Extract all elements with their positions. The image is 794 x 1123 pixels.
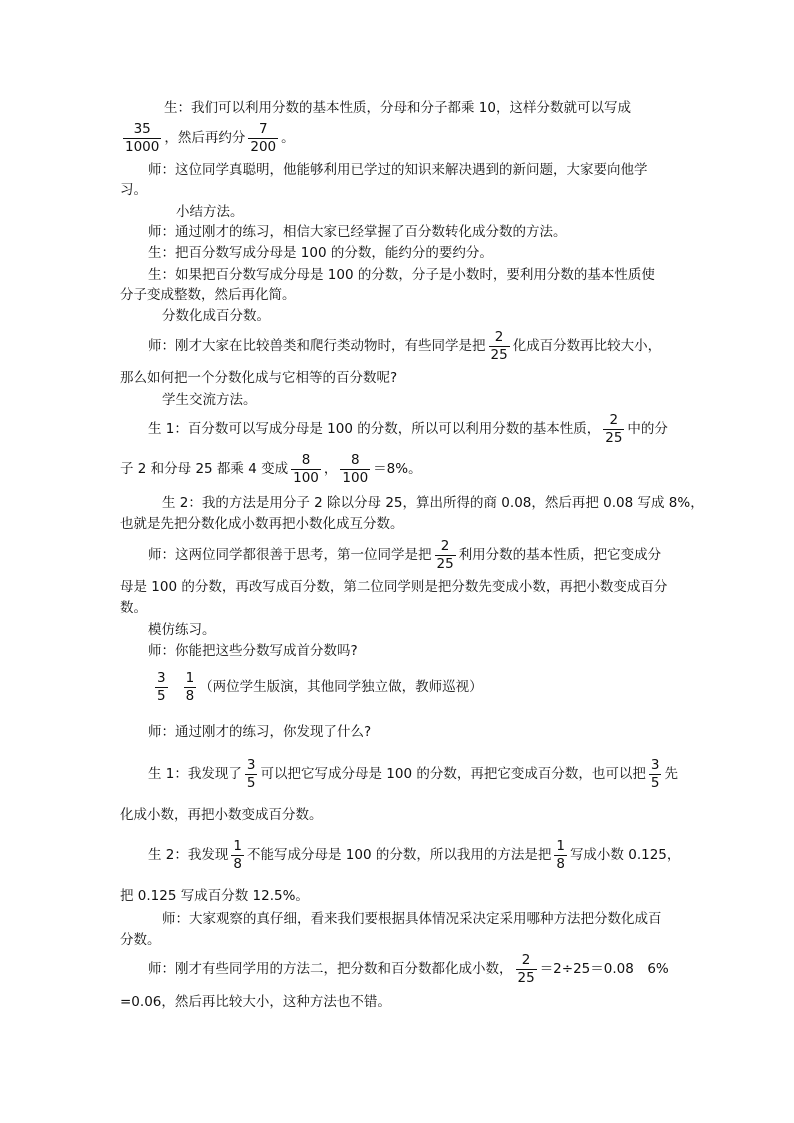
paragraph-line: 生：把百分数写成分母是 100 的分数，能约分的要约分。 <box>148 245 493 261</box>
fraction: $\frac{2}{25}$ <box>605 411 623 446</box>
paragraph-line: =0.06，然后再比较大小，这种方法也不错。 <box>120 994 391 1010</box>
paragraph-line: 子 2 和分母 25 都乘 4 变成 $\frac{8}{100}$ ， $\frac{8}{100}$ ＝8%。 <box>120 451 422 486</box>
fraction: $\frac{3}{5}$ <box>650 756 660 791</box>
section-heading: 分数化成百分数。 <box>162 308 270 324</box>
paragraph-line: 那么如何把一个分数化成与它相等的百分数呢? <box>120 370 398 386</box>
section-heading: 小结方法。 <box>176 204 244 220</box>
paragraph-line: $\frac{3}{5}$ $\frac{1}{8}$ （两位学生版演，其他同学独立做，教师巡视） <box>157 669 483 704</box>
paragraph-line: 生：如果把百分数写成分母是 100 的分数，分子是小数时，要利用分数的基本性质使 <box>148 267 655 283</box>
paragraph-line: 生：我们可以利用分数的基本性质，分母和分子都乘 10，这样分数就可以写成 <box>164 100 631 116</box>
paragraph-line: 母是 100 的分数，再改写成百分数，第二位同学则是把分数先变成小数，再把小数变成百分 <box>120 579 668 595</box>
paragraph-line: 数。 <box>120 600 147 616</box>
fraction: $\frac{8}{100}$ <box>293 451 319 486</box>
paragraph-line: 师：这位同学真聪明，他能够利用已学过的知识来解决遇到的新问题，大家要向他学 <box>148 162 648 178</box>
paragraph-line: 生 1：我发现了 $\frac{3}{5}$ 可以把它写成分母是 100 的分数，再把它变成百分数，也可以把 $\frac{3}{5}$ 先 <box>148 756 678 791</box>
paragraph-line: 师：通过刚才的练习，你发现了什么? <box>148 724 372 740</box>
paragraph-line: 师：通过刚才的练习，相信大家已经掌握了百分数转化成分数的方法。 <box>148 224 567 240</box>
paragraph-line: 把 0.125 写成百分数 12.5%。 <box>120 888 309 904</box>
fraction: $\frac{7}{200}$ <box>250 120 277 155</box>
paragraph-line: 化成小数，再把小数变成百分数。 <box>120 807 323 823</box>
paragraph-line: 分子变成整数，然后再化简。 <box>120 287 296 303</box>
fraction: $\frac{2}{25}$ <box>517 951 535 986</box>
fraction: $\frac{2}{25}$ <box>436 537 454 572</box>
paragraph-line: $\frac{35}{1000}$ ，然后再约分 $\frac{7}{200}$ 。 <box>125 120 295 155</box>
fraction: $\frac{1}{8}$ <box>233 837 242 872</box>
paragraph-line: 生 2：我的方法是用分子 2 除以分母 25，算出所得的商 0.08，然后再把 0.08 写成 8%， <box>162 495 704 511</box>
fraction: $\frac{3}{5}$ <box>246 756 256 791</box>
paragraph-line: 师：这两位同学都很善于思考，第一位同学是把 $\frac{2}{25}$ 利用分数的基本性质，把它变成分 <box>148 537 662 572</box>
fraction: $\frac{35}{1000}$ <box>125 120 160 155</box>
paragraph-line: 分数。 <box>120 932 161 948</box>
fraction: $\frac{1}{8}$ <box>185 669 195 704</box>
paragraph-line: 师：刚才大家在比较兽类和爬行类动物时，有些同学是把 $\frac{2}{25}$ 化成百分数再比较大小， <box>148 328 662 363</box>
fraction: $\frac{1}{8}$ <box>556 837 565 872</box>
paragraph-line: 习。 <box>120 182 147 198</box>
paragraph-line: 师：大家观察的真仔细，看来我们要根据具体情况采决定采用哪种方法把分数化成百 <box>162 911 662 927</box>
section-heading: 模仿练习。 <box>148 622 216 638</box>
fraction: $\frac{8}{100}$ <box>342 451 369 486</box>
paragraph-line: 生 1：百分数可以写成分母是 100 的分数，所以可以利用分数的基本性质， $\frac{2}{25}$ 中的分 <box>148 411 668 446</box>
section-heading: 学生交流方法。 <box>162 392 257 408</box>
paragraph-line: 也就是先把分数化成小数再把小数化成互分数。 <box>120 516 404 532</box>
paragraph-line: 生 2：我发现 $\frac{1}{8}$ 不能写成分母是 100 的分数，所以我用的方法是把 $\frac{1}{8}$ 写成小数 0.125， <box>148 837 681 872</box>
fraction: $\frac{3}{5}$ <box>157 669 166 704</box>
paragraph-line: 师：你能把这些分数写成首分数吗? <box>148 643 358 659</box>
fraction: $\frac{2}{25}$ <box>490 328 508 363</box>
paragraph-line: 师：刚才有些同学用的方法二，把分数和百分数都化成小数， $\frac{2}{25}$ ＝2÷25＝0.08 6% <box>148 951 669 986</box>
